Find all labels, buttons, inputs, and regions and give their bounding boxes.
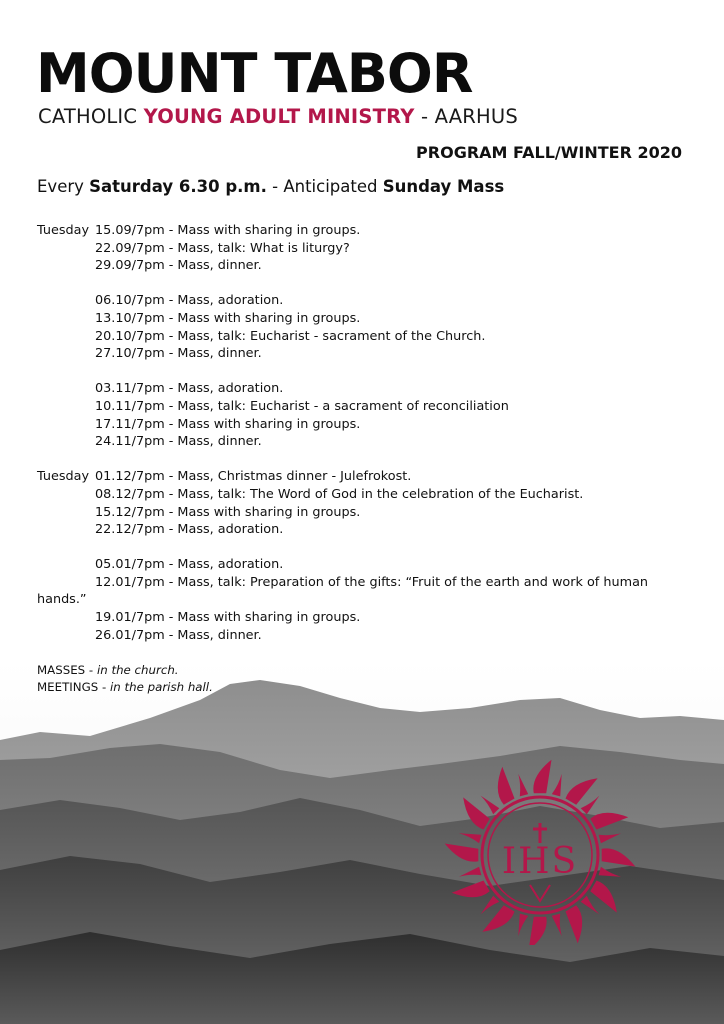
straight-ray: [552, 914, 562, 937]
entry-text: 05.01/7pm - Mass, adoration.: [95, 557, 284, 573]
straight-ray: [599, 867, 622, 877]
entry-text: 17.11/7pm - Mass with sharing in groups.: [95, 416, 361, 432]
schedule-entry: [37, 222, 687, 240]
straight-ray: [459, 833, 482, 843]
entry-text: 22.09/7pm - Mass, talk: What is liturgy?: [95, 240, 350, 256]
nails-icon: [530, 885, 550, 901]
flame-ray: [529, 917, 547, 945]
flame-ray: [566, 778, 598, 805]
page-title: MOUNT TABOR: [36, 42, 473, 105]
subtitle-suffix: - AARHUS: [414, 105, 518, 128]
masses-label: MASSES -: [37, 663, 97, 677]
schedule-entry: [37, 345, 687, 363]
flame-ray: [463, 797, 490, 829]
flame-ray: [590, 881, 617, 913]
schedule-entry: [37, 416, 687, 434]
entry-day: Tuesday: [37, 223, 90, 238]
entry-text: 01.12/7pm - Mass, Christmas dinner - Julefrokost.: [95, 469, 412, 485]
straight-ray: [459, 867, 482, 877]
flame-ray: [482, 905, 514, 932]
subtitle-prefix: CATHOLIC: [38, 105, 144, 128]
schedule-entry: [37, 504, 687, 522]
straight-ray: [481, 896, 500, 915]
flame-ray: [602, 848, 636, 866]
flame-ray: [445, 844, 479, 862]
entry-text: 15.09/7pm - Mass with sharing in groups.: [95, 223, 361, 238]
entry-text: 20.10/7pm - Mass, talk: Eucharist - sacrament of the Church.: [95, 328, 486, 344]
entry-text: 27.10/7pm - Mass, dinner.: [95, 346, 262, 362]
entry-text: 06.10/7pm - Mass, adoration.: [95, 293, 284, 309]
every-prefix: Every: [37, 177, 90, 196]
meetings-label: MEETINGS -: [37, 680, 110, 694]
schedule-entry: [37, 609, 687, 627]
weekly-mass-line: [37, 176, 504, 198]
spacer: [37, 539, 687, 557]
straight-ray: [518, 914, 528, 937]
straight-ray: [599, 833, 622, 843]
spacer: [37, 451, 687, 469]
flame-ray: [533, 760, 551, 794]
every-time: Saturday 6.30 p.m.: [89, 177, 267, 196]
schedule-entry: [37, 292, 687, 310]
spacer: [37, 275, 687, 293]
flame-ray: [590, 813, 628, 830]
entry-text: 10.11/7pm - Mass, talk: Eucharist - a sacrament of reconciliation: [95, 398, 509, 414]
straight-ray: [552, 774, 562, 797]
entry-text: 15.12/7pm - Mass with sharing in groups.: [95, 504, 361, 520]
schedule-entry: [37, 398, 687, 416]
schedule-entry: [37, 627, 687, 645]
schedule-entry: [37, 468, 687, 486]
schedule-entry: [37, 486, 687, 504]
schedule-entry: [37, 310, 687, 328]
entry-day: Tuesday: [37, 469, 90, 485]
straight-ray: [581, 796, 600, 815]
schedule-entry: [37, 556, 687, 574]
every-middle: - Anticipated: [266, 177, 383, 196]
entry-text: 08.12/7pm - Mass, talk: The Word of God in the celebration of the Eucharist.: [95, 486, 584, 502]
entry-text: 26.01/7pm - Mass, dinner.: [95, 627, 262, 643]
flame-ray: [566, 905, 583, 943]
schedule-entry: [37, 328, 687, 346]
meetings-note: [37, 679, 213, 696]
schedule-entry: [37, 574, 677, 609]
subtitle: [38, 104, 518, 130]
flame-ray: [498, 767, 515, 805]
meetings-place: in the parish hall.: [109, 680, 213, 694]
entry-text: 12.01/7pm - Mass, talk: Preparation of the gifts: “Fruit of the earth and work of human hands.”: [37, 574, 649, 608]
entry-text: 22.12/7pm - Mass, adoration.: [95, 522, 284, 538]
entry-text: 13.10/7pm - Mass with sharing in groups.: [95, 310, 361, 326]
schedule-entry: [37, 257, 687, 275]
masses-place: in the church.: [96, 663, 179, 677]
schedule-entry: [37, 521, 687, 539]
schedule-list: [37, 222, 687, 644]
entry-text: 29.09/7pm - Mass, dinner.: [95, 258, 262, 274]
every-mass: Sunday Mass: [382, 177, 505, 196]
schedule-entry: [37, 433, 687, 451]
straight-ray: [518, 774, 528, 797]
schedule-entry: [37, 240, 687, 258]
flame-ray: [452, 881, 490, 898]
straight-ray: [581, 896, 600, 915]
subtitle-accent: YOUNG ADULT MINISTRY: [143, 105, 415, 128]
location-notes: [37, 662, 213, 696]
schedule-entry: [37, 380, 687, 398]
straight-ray: [481, 796, 500, 815]
emblem-letters: IHS: [501, 841, 579, 882]
spacer: [37, 363, 687, 381]
ihs-sun-emblem: [440, 745, 640, 945]
entry-text: 19.01/7pm - Mass with sharing in groups.: [95, 610, 361, 626]
entry-text: 03.11/7pm - Mass, adoration.: [95, 381, 284, 397]
masses-note: [37, 662, 213, 679]
program-heading: PROGRAM FALL/WINTER 2020: [416, 143, 682, 162]
entry-text: 24.11/7pm - Mass, dinner.: [95, 434, 262, 450]
